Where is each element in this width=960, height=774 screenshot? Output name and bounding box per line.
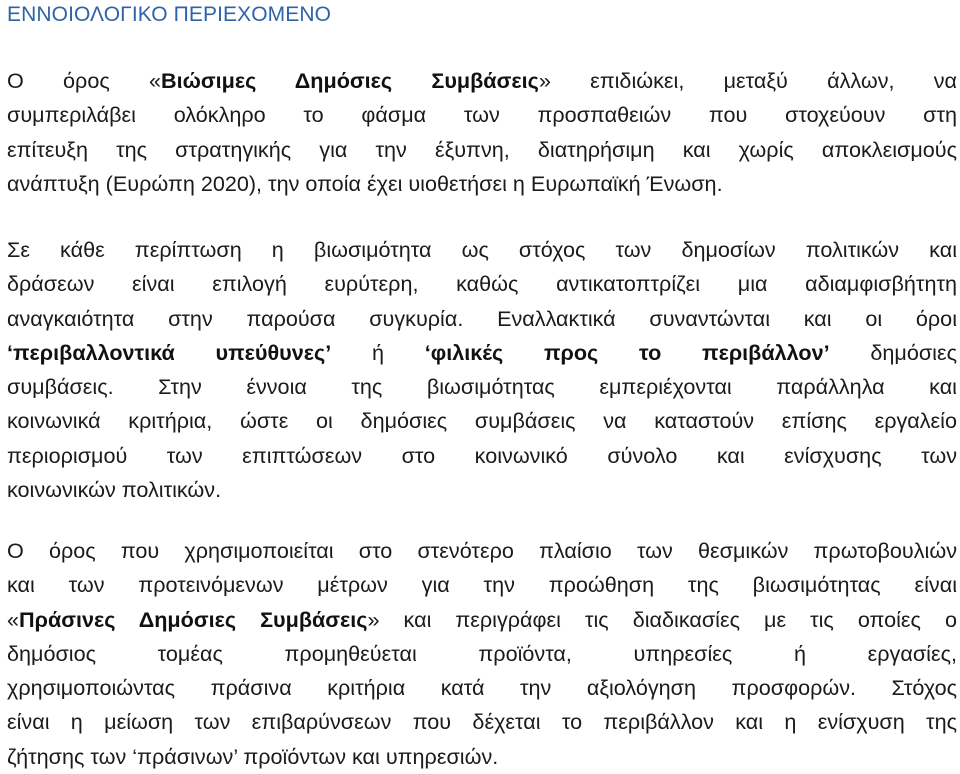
text-line: συμβάσεις. Στην έννοια της βιωσιμότητας εμπεριέχονται παράλληλα και: [7, 374, 957, 400]
text-line: [7, 336, 957, 370]
text-line: Σε κάθε περίπτωση η βιωσιμότητα ως στόχος των δημοσίων πολιτικών και: [7, 237, 957, 262]
text-line: Ο όρος που χρησιμοποιείται στο στενότερο πλαίσιο των θεσμικών πρωτοβουλιών: [7, 538, 957, 563]
bold-term: Πράσινες Δημόσιες Συμβάσεις: [19, 606, 368, 632]
text-line: χρησιμοποιώντας πράσινα κριτήρια κατά την αξιολόγηση προσφορών. Στόχος: [7, 675, 957, 701]
text-run: ή: [331, 339, 425, 365]
bold-term: Βιώσιμες Δημόσιες Συμβάσεις: [161, 68, 539, 93]
text-line: κοινωνικών πολιτικών.: [7, 477, 222, 503]
text-run: δημόσιες: [829, 339, 957, 365]
text-line: και των προτεινόμενων μέτρων για την προώθηση της βιωσιμότητας είναι: [7, 572, 957, 598]
text-line: περιορισμού των επιπτώσεων στο κοινωνικό σύνολο και ενίσχυσης των: [7, 442, 957, 468]
text-line: δημόσιος τομέας προμηθεύεται προϊόντα, υπηρεσίες ή εργασίες,: [7, 640, 957, 666]
page-title: ΕΝΝΟΙΟΛΟΓΙΚΟ ΠΕΡΙΕΧΟΜΕΝΟ: [7, 3, 332, 26]
text-line: αναγκαιότητα στην παρούσα συγκυρία. Εναλλακτικά συναντώνται και οι όροι: [7, 305, 957, 331]
text-line: [7, 603, 957, 637]
text-run: Ο όρος «: [7, 68, 162, 93]
text-line: είναι η μείωση των επιβαρύνσεων που δέχεται το περιβάλλον και η ενίσχυση της: [7, 709, 957, 735]
paragraph-green-procurement: [7, 534, 957, 774]
text-line: συμπεριλάβει ολόκληρο το φάσμα των προσπαθειών που στοχεύουν στη: [7, 102, 957, 128]
bold-term: ‘φιλικές προς το περιβάλλον’: [424, 339, 830, 365]
paragraph-sustainable-procurement: [7, 64, 957, 201]
text-line: κοινωνικά κριτήρια, ώστε οι δημόσιες συμβάσεις να καταστούν επίσης εργαλείο: [7, 408, 957, 434]
text-run: » και περιγράφει τις διαδικασίες με τις οποίες ο: [367, 606, 957, 632]
bold-term: ‘περιβαλλοντικά υπεύθυνες’: [7, 339, 332, 365]
paragraph-sustainability-policy: [7, 233, 957, 507]
text-line: [7, 64, 957, 98]
text-run: «: [7, 606, 20, 632]
text-line: ανάπτυξη (Ευρώπη 2020), την οποία έχει υιοθετήσει η Ευρωπαϊκή Ένωση.: [7, 170, 723, 196]
text-run: » επιδιώκει, μεταξύ άλλων, να: [538, 68, 958, 93]
text-line: ζήτησης των ‘πράσινων’ προϊόντων και υπηρεσιών.: [7, 743, 499, 769]
text-line: δράσεων είναι επιλογή ευρύτερη, καθώς αντικατοπτρίζει μια αδιαμφισβήτητη: [7, 271, 957, 297]
text-line: επίτευξη της στρατηγικής για την έξυπνη, διατηρήσιμη και χωρίς αποκλεισμούς: [7, 136, 957, 162]
document-page: [7, 0, 958, 769]
